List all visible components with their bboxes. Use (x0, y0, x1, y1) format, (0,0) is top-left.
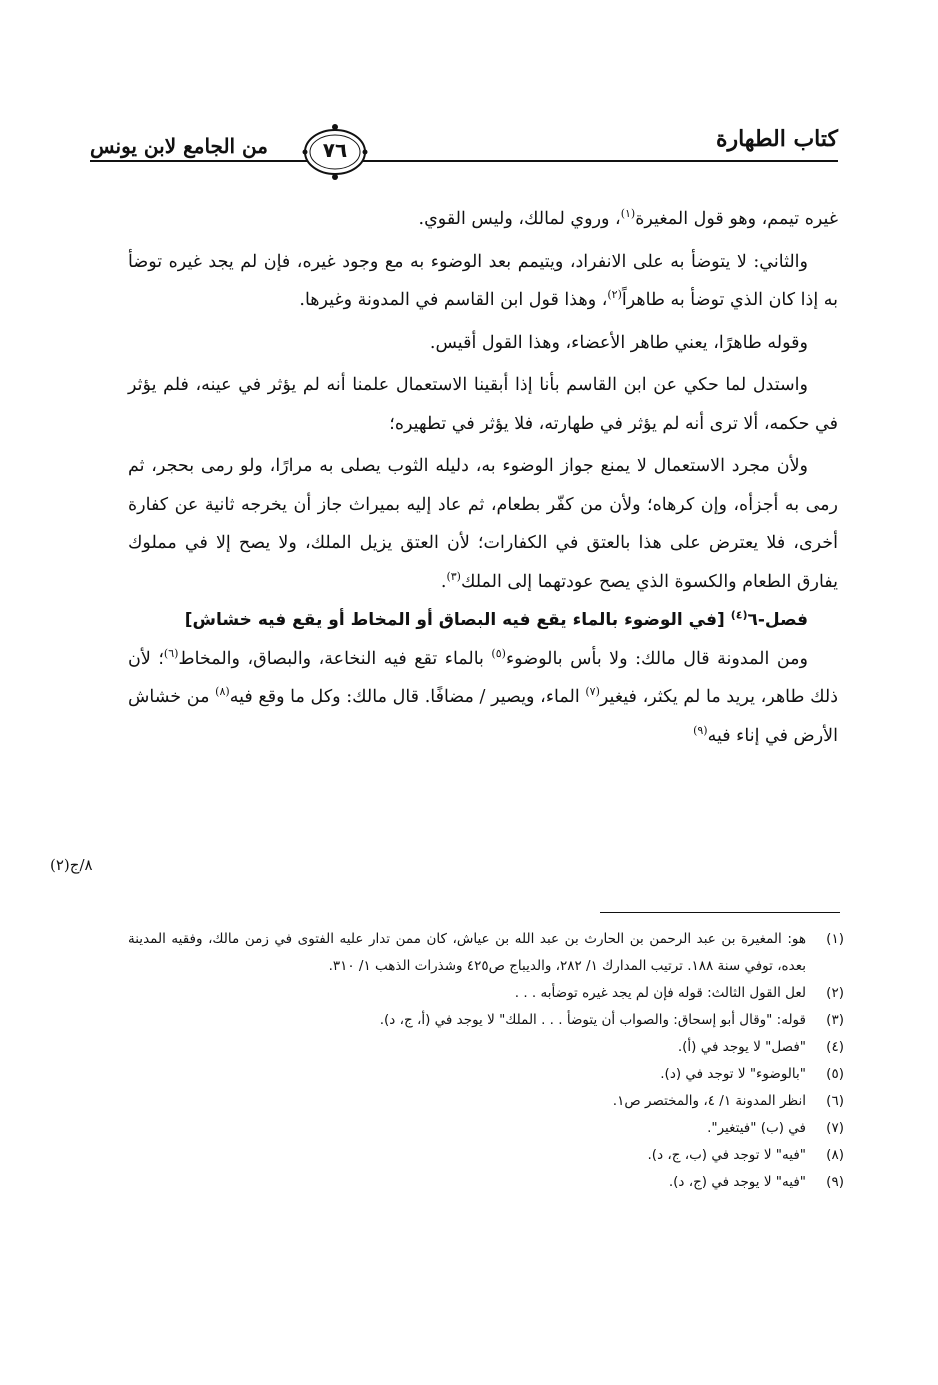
paragraph: ولأن مجرد الاستعمال لا يمنع جواز الوضوء به، دليله الثوب يصلى به مرارًا، ولو رمى بحجر، ثم رمى به أجزأه، وإن كرهاه؛ ولأن من كفّر بطعام، ثم عاد إليه بميراث جاز أن يخرجه ثانية عن كفارة أخرى، فلا يعترض على هذا بالعتق في الكفارات؛ لأن العتق يزيل الملك، ولا يصح إلا في مملوك يفارق الطعام والكسوة الذي يصح عودتهما إلى الملك$^{(٣)}$. (128, 456, 838, 592)
paragraph: وقوله طاهرًا، يعني طاهر الأعضاء، وهذا القول أقيس. (429, 332, 808, 353)
header-rule (90, 160, 838, 162)
footnote-ref: (١) (620, 207, 636, 221)
paragraph: واستدل لما حكي عن ابن القاسم بأنا إذا أبقينا الاستعمال علمنا أنه لم يؤثر في عينه، فلم يؤثر في حكمه، ألا ترى أنه لم يؤثر في طهارته، فلا يؤثر في تطهيره؛ (128, 375, 838, 434)
paragraph: غيره تيمم، وهو قول المغيرة$^{(١)}$، وروي لمالك، وليس القوي. (418, 207, 838, 229)
footnote: (٤) "فصل" لا يوجد في (أ). (677, 1039, 844, 1055)
footnote: (٣) قوله: "وقال أبو إسحاق: والصواب أن يتوضأ . . . الملك" لا يوجد في (أ، ج، د). (379, 1012, 844, 1028)
footnote-ref: (٧) (585, 685, 600, 699)
book-title: كتاب الطهارة (715, 126, 838, 152)
footnote: (٨) "فيه" لا توجد في (ب، ج، د). (647, 1147, 844, 1163)
running-header (90, 112, 838, 192)
work-title: من الجامع لابن يونس (90, 134, 268, 158)
paragraph: ومن المدونة قال مالك: ولا بأس بالوضوء$^{(٥)}$ بالماء تقع فيه النخاعة، والبصاق، والمخاط$^{(٦)}$؛ لأن ذلك طاهر، يريد ما لم يكثر، فيغير$^{(٧)}$ الماء، ويصير / مضافًا. قال مالك: وكل ما وقع فيه$^{(٨)}$ من خشاش الأرض في إناء فيه$^{(٩)}$ (128, 646, 838, 746)
page-number-ornament (300, 122, 370, 182)
section-heading: فصل-٦$^{(٤)}$ [في الوضوء بالماء يقع فيه البصاق أو المخاط أو يقع فيه خشاش] (184, 608, 808, 630)
paragraph: والثاني: لا يتوضأ به على الانفراد، ويتيمم بعد الوضوء به مع وجود غيره، فإن لم يجد غيره توضأ به إذا كان الذي توضأ به طاهراً$^{(٢)}$، وهذا قول ابن القاسم في المدونة وغيرها. (128, 251, 838, 310)
footnote: (٥) "بالوضوء" لا توجد في (د). (660, 1066, 844, 1082)
manuscript-margin-note: ٨/ج(٢) (50, 856, 93, 874)
footnote-ref: (٨) (215, 685, 230, 699)
footnote-ref: (٩) (693, 723, 708, 737)
footnote: (١) هو: المغيرة بن عبد الرحمن بن الحارث بن عبد الله بن عياش، كان ممن تدار عليه الفتوى في زمن مالك، وفقيه المدينة بعده، توفي سنة ١٨٨. ترتيب المدارك ١/ ٢٨٢، والديباج ص٤٢٥ وشذرات الذهب ١/ ٣١٠. (128, 931, 844, 974)
footnote-separator (600, 912, 840, 913)
footnote: (٩) "فيه" لا يوجد في (ج، د). (668, 1174, 844, 1190)
footnote: (٦) انظر المدونة ١/ ٤، والمختصر ص١. (612, 1093, 844, 1109)
footnote-ref: (٤) (730, 608, 748, 622)
footnote-ref: (٦) (163, 646, 179, 660)
footnote-ref: (٥) (491, 646, 506, 660)
footnote: (٧) في (ب) "فيتغير". (707, 1120, 844, 1136)
footnote-ref: (٢) (607, 288, 622, 302)
page-number: ٧٦ (322, 138, 348, 162)
footnote: (٢) لعل القول الثالث: قوله فإن لم يجد غيره توضأبه . . . (514, 985, 844, 1001)
footnote-ref: (٣) (446, 569, 461, 583)
main-text (128, 200, 838, 755)
footnotes (128, 926, 844, 1196)
